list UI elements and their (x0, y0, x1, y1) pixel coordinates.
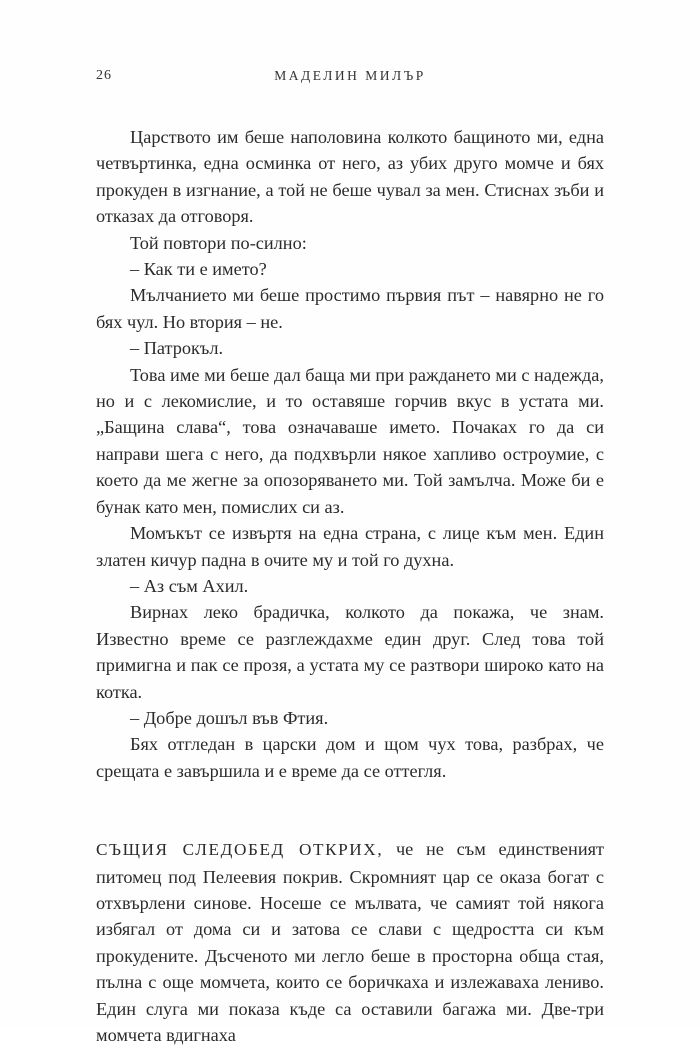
section-lead-caps: СЪЩИЯ СЛЕДОБЕД ОТКРИХ, (96, 840, 384, 860)
section-text: че не съм единственият питомец под Пелеевия покрив. Скромният цар се оказа богат с отхвърлени синове. Носеше се мълвата, че самият той някога избягал от дома си и затова се слави с щедростта си към прокудените. Дъсченото ми легло беше в просторна обща стая, пълна с още момчета, които се боричкаха и излежаваха лениво. Един слуга ми показа къде са оставили багажа ми. Две-три момчета вдигнаха (96, 839, 604, 1045)
dialogue-line: – Аз съм Ахил. (130, 575, 249, 596)
body-text (96, 124, 604, 1048)
paragraph: Той повтори по-силно: (130, 232, 307, 253)
paragraph: Бях отгледан в царски дом и щом чух това, разбрах, че срещата е завършила и е време да се оттегля. (96, 734, 604, 781)
paragraph: Царството им беше наполовина колкото бащиното ми, една четвъртинка, една осминка от него, аз убих друго момче и бях прокуден в изгнание, а той не беше чувал за мен. Стиснах зъби и отказах да отговоря. (96, 127, 604, 227)
book-author: МАДЕЛИН МИЛЪР (274, 68, 426, 83)
section-opening-paragraph (96, 836, 604, 1048)
paragraph: Вирнах леко брадичка, колкото да покажа, че знам. Известно време се разглеждахме един друг. След това той примигна и пак се прозя, а устата му се разтвори широко като на котка. (96, 602, 604, 702)
paragraph: Мълчанието ми беше простимо първия път – навярно не го бях чул. Но втория – не. (96, 285, 604, 332)
section-break (96, 784, 604, 836)
paragraph: Това име ми беше дал баща ми при раждането ми с надежда, но и с лекомислие, и то оставяше горчив вкус в устата ми. „Бащина слава“, това означаваше името. Почаках го да си направи шега с него, да подхвърли някое хапливо остроумие, с което да ме жегне за опозоряването ми. Той замълча. Може би е бунак като мен, помислих си аз. (96, 364, 604, 517)
dialogue-line: – Добре дошъл във Фтия. (130, 707, 329, 728)
dialogue-line: – Как ти е името? (130, 259, 267, 280)
paragraph: Момъкът се извъртя на една страна, с лице към мен. Един златен кичур падна в очите му и той го духна. (96, 523, 604, 570)
dialogue-line: – Патрокъл. (130, 338, 224, 359)
page-number: 26 (96, 68, 112, 83)
running-head (96, 68, 604, 90)
